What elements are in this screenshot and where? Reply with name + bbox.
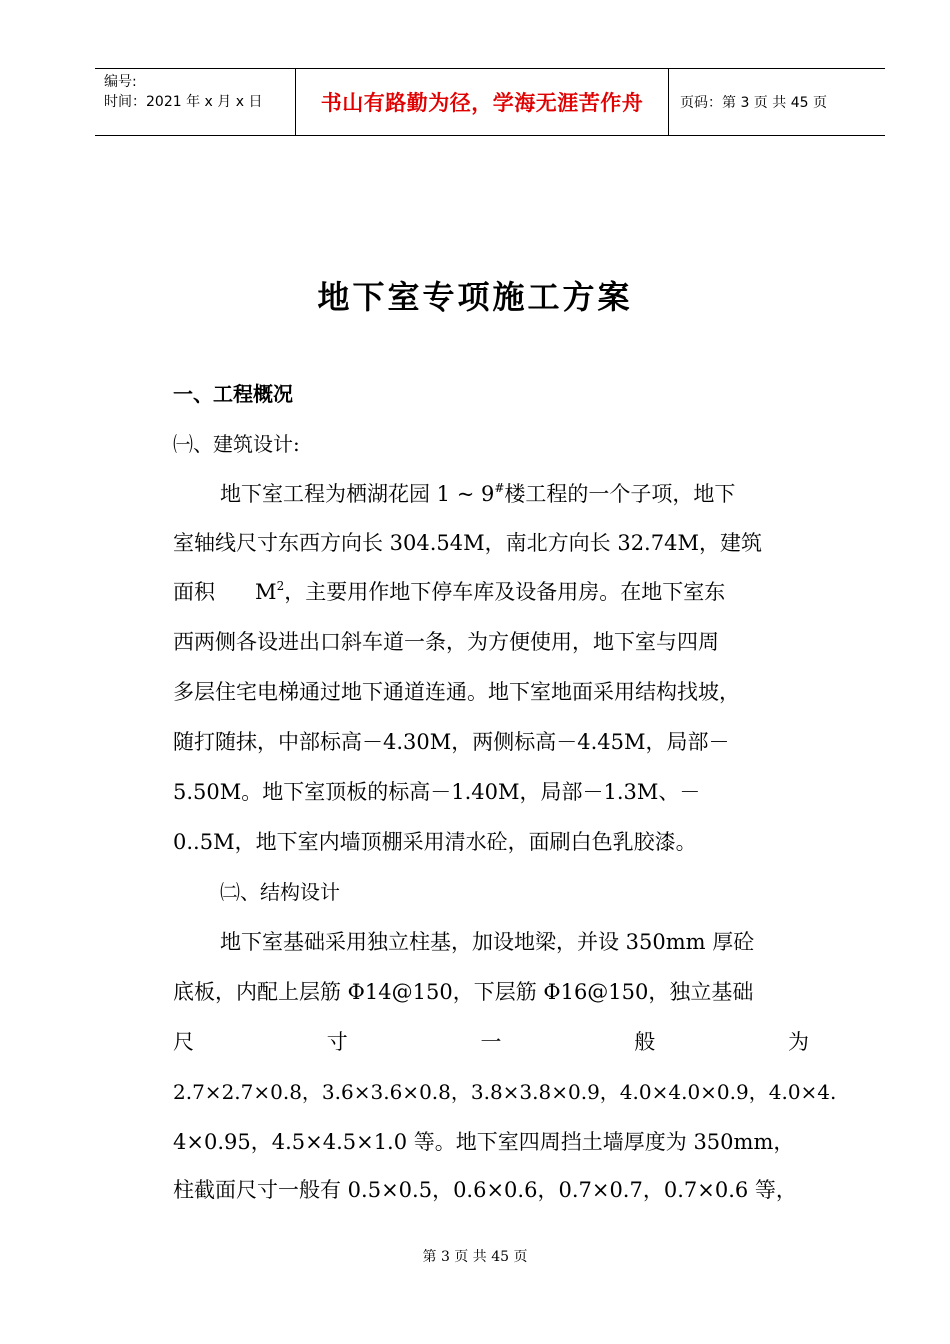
paragraph-line: 4×0.95，4.5×4.5×1.0 等。地下室四周挡土墙厚度为 350mm， (173, 1130, 795, 1154)
paragraph-line: 地下室基础采用独立柱基，加设地梁，并设 350mm 厚砼 (220, 930, 755, 954)
justified-word: 寸 (326, 1030, 348, 1054)
header-divider-2 (668, 68, 669, 135)
date-label: 时间：2021 年 x 月 x 日 (104, 94, 263, 110)
justified-word: 一 (480, 1030, 502, 1054)
paragraph-line: 5.50M。地下室顶板的标高－1.40M，局部－1.3M、－ (173, 780, 701, 804)
paragraph-line: 0..5M，地下室内墙顶棚采用清水砼，面刷白色乳胶漆。 (173, 830, 697, 854)
paragraph-line: 室轴线尺寸东西方向长 304.54M，南北方向长 32.74M，建筑 (173, 531, 762, 555)
paragraph-line: 随打随抹，中部标高－4.30M，两侧标高－4.45M，局部－ (173, 730, 730, 754)
page-footer: 第 3 页 共 45 页 (422, 1249, 528, 1265)
subsection-heading-architecture: ㈠、建筑设计: (173, 432, 300, 456)
paragraph-line: 多层住宅电梯通过地下通道连通。地下室地面采用结构找坡， (173, 680, 740, 704)
header-motto: 书山有路勤为径，学海无涯苦作舟 (320, 90, 644, 115)
subsection-heading-structure: ㈡、结构设计 (220, 880, 340, 904)
paragraph-line: 面积 $M^2$，主要用作地下停车库及设备用房。在地下室东 (173, 579, 726, 604)
paragraph-line: 底板，内配上层筋 Φ14@150，下层筋 Φ16@150，独立基础 (173, 980, 754, 1004)
justified-word: 为 (788, 1030, 809, 1054)
justified-word: 般 (634, 1030, 656, 1054)
section-heading: 一、工程概况 (173, 382, 293, 406)
paragraph-line-justified (173, 1026, 809, 1056)
justified-word: 尺 (173, 1030, 194, 1054)
document-title: 地下室专项施工方案 (317, 278, 633, 316)
header-page-info: 页码：第 3 页 共 45 页 (680, 95, 827, 111)
paragraph-line: 柱截面尺寸一般有 0.5×0.5，0.6×0.6，0.7×0.7，0.7×0.6 等， (173, 1178, 797, 1202)
serial-number-label: 编号: (104, 74, 137, 90)
header-bottom-rule (95, 135, 885, 136)
paragraph-line: 2.7×2.7×0.8，3.6×3.6×0.8，3.8×3.8×0.9，4.0×4.0×0.9，4.0×4. (173, 1080, 837, 1104)
paragraph-line: 西两侧各设进出口斜车道一条，为方便使用，地下室与四周 (173, 630, 719, 654)
header-left-cell (104, 72, 262, 112)
paragraph-line: 地下室工程为栖湖花园 1 ~ 9#楼工程的一个子项，地下 (220, 481, 736, 506)
